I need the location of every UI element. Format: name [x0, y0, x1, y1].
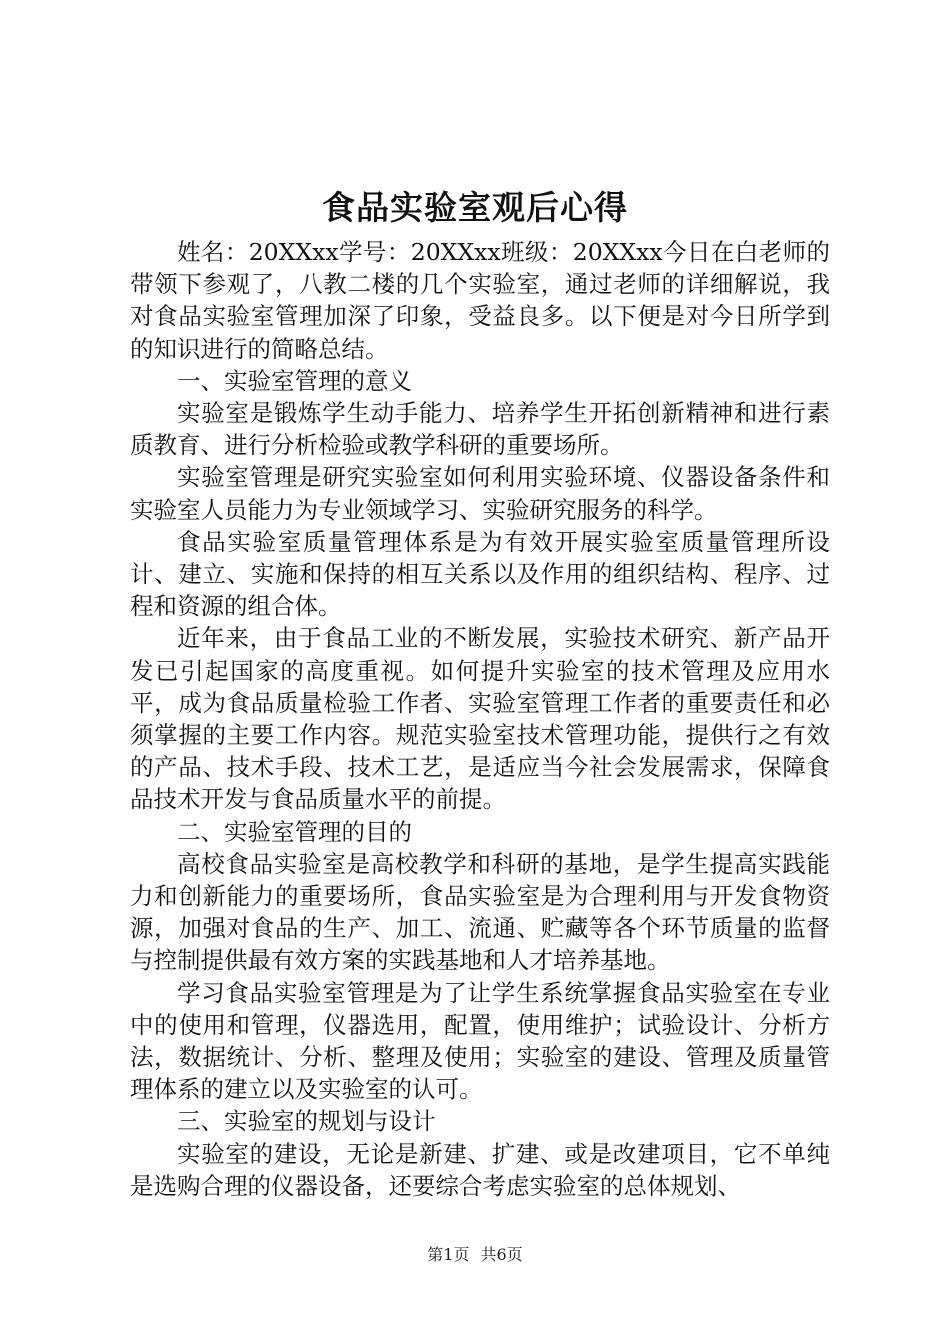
paragraph: 学习食品实验室管理是为了让学生系统掌握食品实验室在专业中的使用和管理，仪器选用，配置，使用维护；试验设计、分析方法，数据统计、分析、整理及使用；实验室的建设、管理及质量管理体系的建立以及实验室的认可。 [130, 978, 830, 1104]
section-heading: 三、实验室的规划与设计 [177, 1107, 436, 1136]
document-title: 食品实验室观后心得 [322, 188, 628, 227]
section-heading: 二、实验室管理的目的 [177, 817, 412, 846]
paragraph: 近年来，由于食品工业的不断发展，实验技术研究、新产品开发已引起国家的高度重视。如何提升实验室的技术管理及应用水平，成为食品质量检验工作者、实验室管理工作者的重要责任和必须掌握的主要工作内容。规范实验室技术管理功能，提供行之有效的产品、技术手段、技术工艺，是适应当今社会发展需求，保障食品技术开发与食品质量水平的前提。 [130, 624, 830, 814]
paragraph: 高校食品实验室是高校教学和科研的基地，是学生提高实践能力和创新能力的重要场所，食品实验室是为合理利用与开发食物资源，加强对食品的生产、加工、流通、贮藏等各个环节质量的监督与控制提供最有效方案的实践基地和人才培养基地。 [130, 849, 830, 975]
page-total: 共6页 [480, 1245, 523, 1264]
document-body [130, 236, 830, 1202]
page-footer [0, 1244, 950, 1266]
paragraph: 实验室是锻炼学生动手能力、培养学生开拓创新精神和进行素质教育、进行分析检验或教学科研的重要场所。 [130, 399, 830, 460]
paragraph: 食品实验室质量管理体系是为有效开展实验室质量管理所设计、建立、实施和保持的相互关系以及作用的组织结构、程序、过程和资源的组合体。 [130, 527, 830, 621]
page-number: 第1页 [427, 1245, 470, 1264]
paragraph: 实验室的建设，无论是新建、扩建、或是改建项目，它不单纯是选购合理的仪器设备，还要综合考虑实验室的总体规划、 [130, 1139, 830, 1200]
paragraph: 姓名：20XXxx学号：20XXxx班级：20XXxx今日在白老师的带领下参观了，八教二楼的几个实验室，通过老师的详细解说，我对食品实验室管理加深了印象，受益良多。以下便是对今日所学到的知识进行的简略总结。 [130, 238, 830, 363]
section-heading: 一、实验室管理的意义 [177, 366, 412, 395]
paragraph: 实验室管理是研究实验室如何利用实验环境、仪器设备条件和实验室人员能力为专业领域学习、实验研究服务的科学。 [130, 463, 830, 524]
